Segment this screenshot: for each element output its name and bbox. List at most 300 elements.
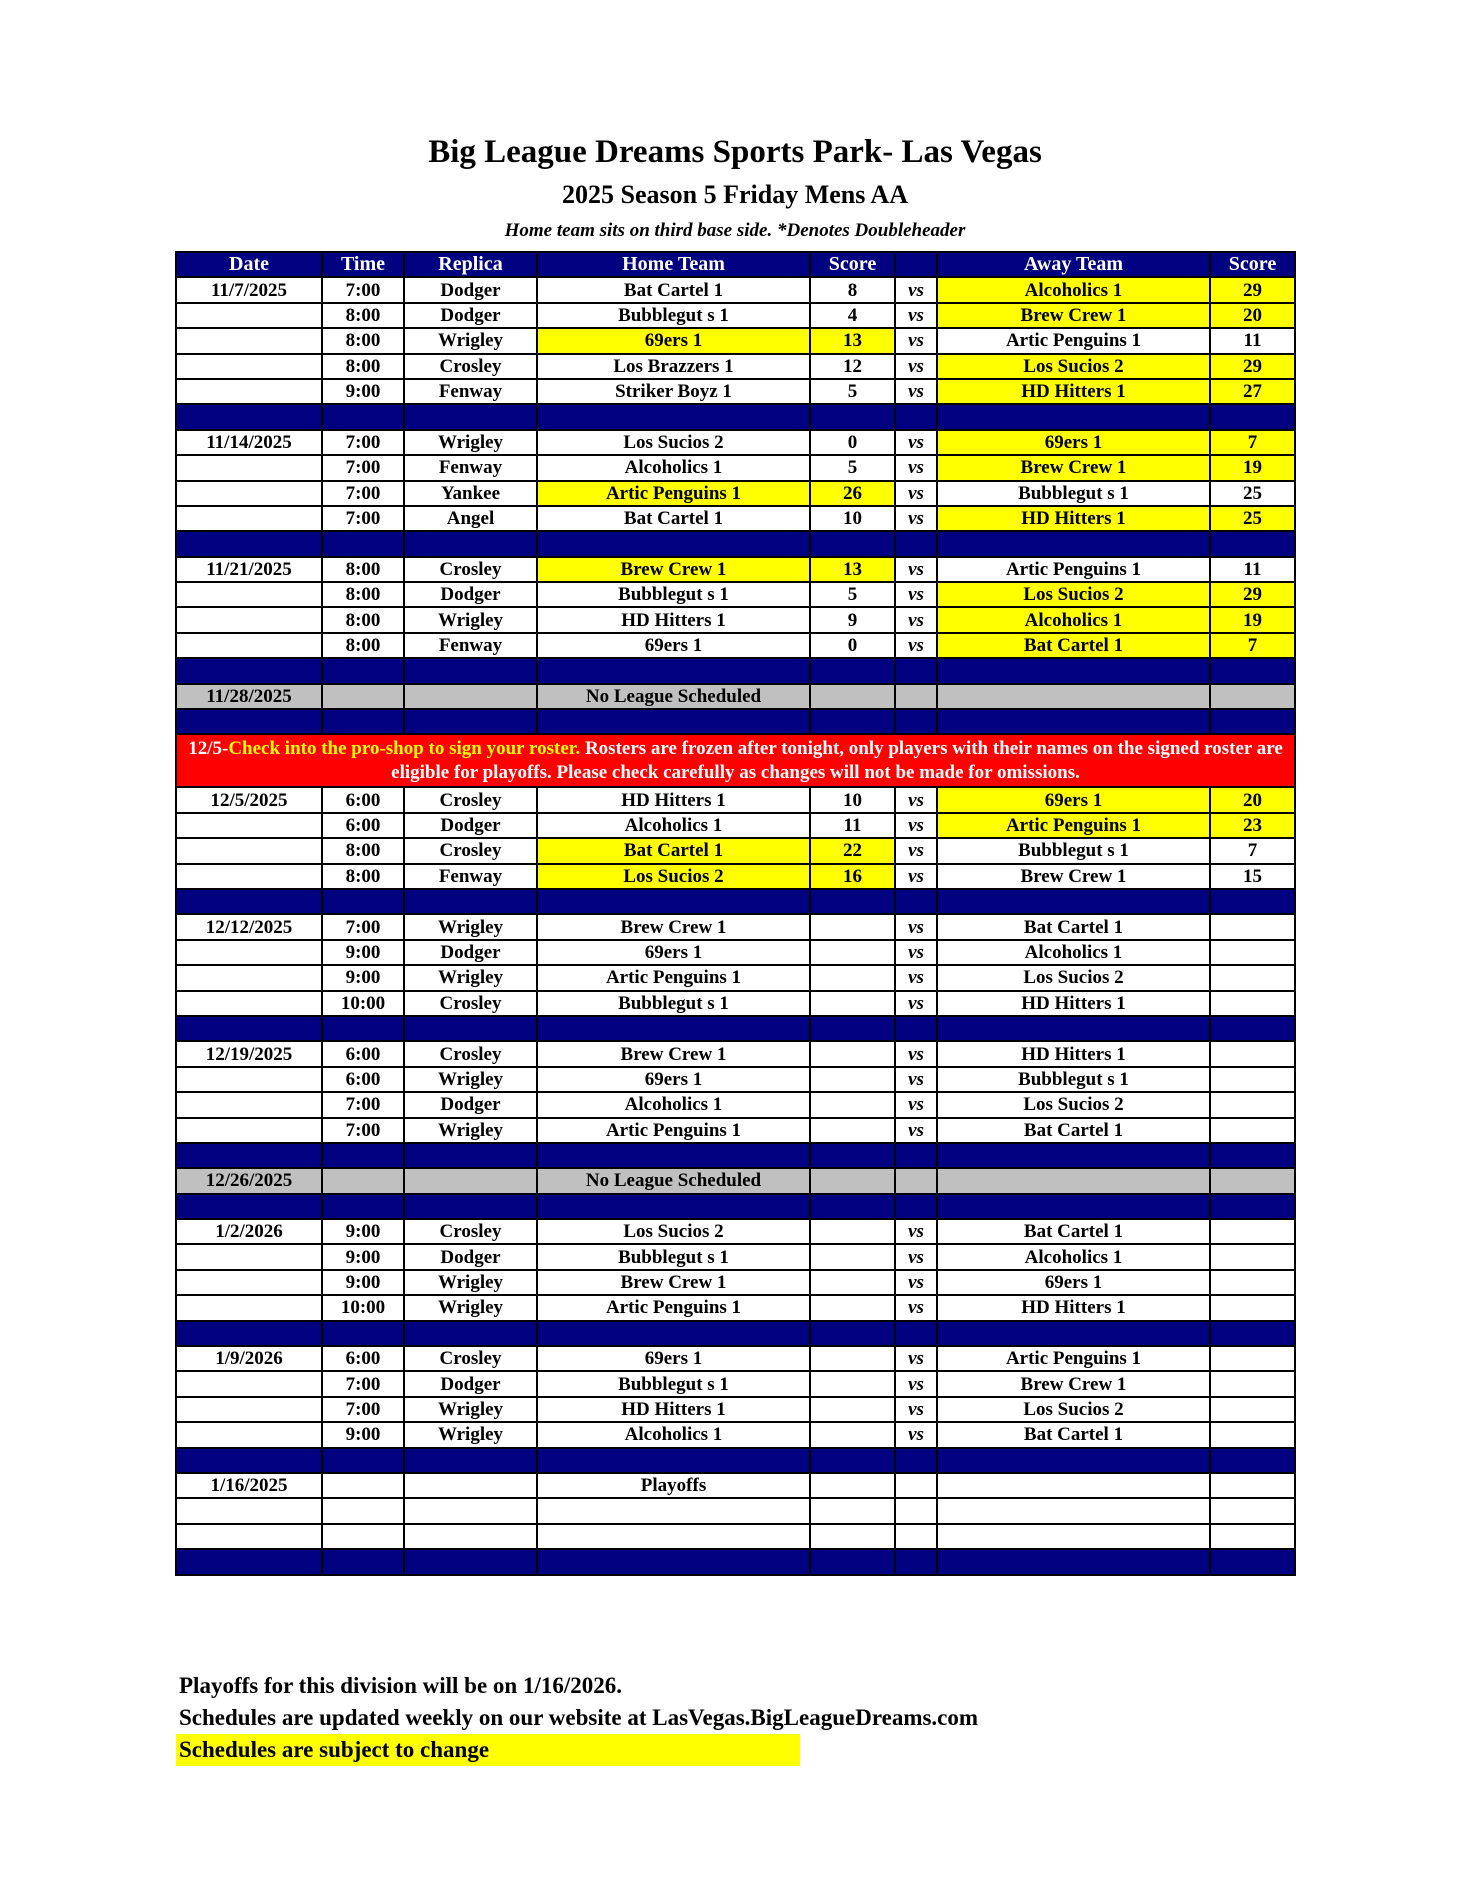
- game-row: [176, 481, 1295, 506]
- vs-cell: vs: [895, 1219, 937, 1244]
- away-team-cell: Bat Cartel 1: [937, 633, 1210, 658]
- vs-cell: vs: [895, 1397, 937, 1422]
- away-team-cell: 69ers 1: [937, 430, 1210, 455]
- away-team-cell: [937, 1524, 1210, 1549]
- date-cell: 1/16/2025: [176, 1473, 322, 1498]
- game-row: [176, 1473, 1295, 1498]
- game-row: [176, 991, 1295, 1016]
- replica-cell: Yankee: [404, 481, 537, 506]
- home-score-cell: [810, 684, 895, 709]
- away-score-cell: 29: [1210, 582, 1295, 607]
- time-cell: 9:00: [322, 1219, 404, 1244]
- home-score-cell: 10: [810, 506, 895, 531]
- vs-cell: vs: [895, 940, 937, 965]
- separator-cell: [322, 1448, 404, 1473]
- away-score-cell: [1210, 684, 1295, 709]
- home-score-cell: [810, 1498, 895, 1523]
- game-row: [176, 354, 1295, 379]
- separator-row: [176, 1143, 1295, 1168]
- away-score-cell: [1210, 1270, 1295, 1295]
- home-score-cell: [810, 1524, 895, 1549]
- home-score-cell: 12: [810, 354, 895, 379]
- separator-cell: [810, 1016, 895, 1041]
- footer-website: Schedules are updated weekly on our website at LasVegas.BigLeagueDreams.com: [179, 1705, 979, 1730]
- date-cell: [176, 1118, 322, 1143]
- replica-cell: Dodger: [404, 940, 537, 965]
- vs-cell: vs: [895, 813, 937, 838]
- replica-cell: Dodger: [404, 1244, 537, 1269]
- separator-row: [176, 1194, 1295, 1219]
- home-score-cell: 10: [810, 787, 895, 812]
- vs-cell: vs: [895, 607, 937, 632]
- vs-cell: vs: [895, 1041, 937, 1066]
- replica-cell: [404, 1168, 537, 1193]
- roster-notice: [176, 734, 1295, 787]
- separator-cell: [895, 889, 937, 914]
- separator-cell: [810, 1549, 895, 1574]
- date-cell: [176, 991, 322, 1016]
- away-score-cell: [1210, 1118, 1295, 1143]
- replica-cell: Wrigley: [404, 1295, 537, 1320]
- separator-cell: [810, 889, 895, 914]
- away-score-cell: 20: [1210, 303, 1295, 328]
- separator-cell: [322, 1549, 404, 1574]
- home-team-cell: Los Sucios 2: [537, 1219, 810, 1244]
- col-header-away-team: Away Team: [937, 252, 1210, 277]
- time-cell: [322, 1168, 404, 1193]
- away-team-cell: Alcoholics 1: [937, 940, 1210, 965]
- time-cell: 9:00: [322, 940, 404, 965]
- home-score-cell: [810, 1371, 895, 1396]
- home-team-cell: HD Hitters 1: [537, 787, 810, 812]
- home-score-cell: [810, 940, 895, 965]
- time-cell: 9:00: [322, 379, 404, 404]
- home-team-cell: Bat Cartel 1: [537, 838, 810, 863]
- away-score-cell: 25: [1210, 481, 1295, 506]
- vs-cell: vs: [895, 354, 937, 379]
- game-row: [176, 813, 1295, 838]
- home-team-cell: Alcoholics 1: [537, 1422, 810, 1447]
- home-score-cell: [810, 914, 895, 939]
- home-team-cell: Bubblegut s 1: [537, 1244, 810, 1269]
- separator-cell: [1210, 1549, 1295, 1574]
- separator-row: [176, 531, 1295, 556]
- time-cell: 7:00: [322, 455, 404, 480]
- separator-cell: [322, 658, 404, 683]
- vs-cell: vs: [895, 582, 937, 607]
- separator-cell: [810, 1143, 895, 1168]
- time-cell: [322, 1473, 404, 1498]
- home-score-cell: [810, 965, 895, 990]
- time-cell: 7:00: [322, 1397, 404, 1422]
- home-team-cell: Alcoholics 1: [537, 813, 810, 838]
- away-score-cell: 27: [1210, 379, 1295, 404]
- separator-cell: [895, 1549, 937, 1574]
- vs-cell: vs: [895, 1371, 937, 1396]
- game-row: [176, 1397, 1295, 1422]
- date-cell: [176, 481, 322, 506]
- separator-cell: [322, 1321, 404, 1346]
- date-cell: 1/9/2026: [176, 1346, 322, 1371]
- separator-cell: [895, 404, 937, 429]
- time-cell: 8:00: [322, 582, 404, 607]
- separator-cell: [322, 1143, 404, 1168]
- separator-cell: [1210, 531, 1295, 556]
- away-team-cell: Brew Crew 1: [937, 455, 1210, 480]
- separator-cell: [1210, 658, 1295, 683]
- separator-cell: [322, 404, 404, 429]
- away-team-cell: [937, 1473, 1210, 1498]
- time-cell: [322, 1498, 404, 1523]
- separator-cell: [404, 531, 537, 556]
- game-row: [176, 1067, 1295, 1092]
- away-score-cell: [1210, 1168, 1295, 1193]
- home-team-cell: 69ers 1: [537, 940, 810, 965]
- home-score-cell: 26: [810, 481, 895, 506]
- home-team-cell: Playoffs: [537, 1473, 810, 1498]
- separator-cell: [322, 1016, 404, 1041]
- vs-cell: vs: [895, 379, 937, 404]
- separator-cell: [322, 709, 404, 734]
- away-team-cell: HD Hitters 1: [937, 379, 1210, 404]
- home-team-cell: Bubblegut s 1: [537, 1371, 810, 1396]
- col-header-home-score: Score: [810, 252, 895, 277]
- separator-cell: [176, 1143, 322, 1168]
- game-row: [176, 1422, 1295, 1447]
- replica-cell: [404, 1473, 537, 1498]
- date-cell: [176, 1397, 322, 1422]
- separator-cell: [895, 1016, 937, 1041]
- separator-cell: [937, 1016, 1210, 1041]
- away-team-cell: HD Hitters 1: [937, 506, 1210, 531]
- no-league-row: [176, 1168, 1295, 1193]
- game-row: [176, 1295, 1295, 1320]
- separator-cell: [937, 404, 1210, 429]
- vs-cell: [895, 1524, 937, 1549]
- no-league-row: [176, 684, 1295, 709]
- time-cell: 8:00: [322, 557, 404, 582]
- separator-cell: [322, 889, 404, 914]
- away-team-cell: Los Sucios 2: [937, 582, 1210, 607]
- separator-row: [176, 1448, 1295, 1473]
- home-team-cell: Artic Penguins 1: [537, 965, 810, 990]
- separator-cell: [404, 1448, 537, 1473]
- away-score-cell: [1210, 1473, 1295, 1498]
- away-team-cell: Alcoholics 1: [937, 607, 1210, 632]
- away-team-cell: Bat Cartel 1: [937, 914, 1210, 939]
- home-team-cell: Bubblegut s 1: [537, 303, 810, 328]
- away-team-cell: Bubblegut s 1: [937, 1067, 1210, 1092]
- page-subtitle: 2025 Season 5 Friday Mens AA: [562, 180, 908, 209]
- game-row: [176, 1498, 1295, 1523]
- replica-cell: Wrigley: [404, 430, 537, 455]
- separator-cell: [537, 658, 810, 683]
- vs-cell: [895, 1473, 937, 1498]
- separator-cell: [537, 1448, 810, 1473]
- home-team-cell: 69ers 1: [537, 1346, 810, 1371]
- separator-cell: [1210, 404, 1295, 429]
- separator-cell: [404, 1016, 537, 1041]
- home-score-cell: [810, 991, 895, 1016]
- separator-cell: [810, 1194, 895, 1219]
- separator-cell: [404, 889, 537, 914]
- time-cell: 8:00: [322, 354, 404, 379]
- separator-cell: [937, 1448, 1210, 1473]
- away-score-cell: 11: [1210, 557, 1295, 582]
- replica-cell: Dodger: [404, 1371, 537, 1396]
- separator-cell: [404, 1549, 537, 1574]
- game-row: [176, 914, 1295, 939]
- home-team-cell: Bubblegut s 1: [537, 582, 810, 607]
- date-cell: [176, 1371, 322, 1396]
- home-team-cell: HD Hitters 1: [537, 1397, 810, 1422]
- home-score-cell: [810, 1346, 895, 1371]
- home-team-cell: Bat Cartel 1: [537, 277, 810, 302]
- home-team-cell: 69ers 1: [537, 633, 810, 658]
- replica-cell: Crosley: [404, 1219, 537, 1244]
- date-cell: [176, 838, 322, 863]
- game-row: [176, 864, 1295, 889]
- date-cell: [176, 1295, 322, 1320]
- time-cell: 7:00: [322, 914, 404, 939]
- home-score-cell: [810, 1067, 895, 1092]
- page-title: Big League Dreams Sports Park- Las Vegas: [428, 134, 1042, 170]
- away-score-cell: [1210, 965, 1295, 990]
- home-score-cell: [810, 1473, 895, 1498]
- separator-cell: [895, 658, 937, 683]
- home-team-cell: [537, 1524, 810, 1549]
- separator-cell: [537, 1016, 810, 1041]
- game-row: [176, 303, 1295, 328]
- vs-cell: vs: [895, 1270, 937, 1295]
- vs-cell: vs: [895, 965, 937, 990]
- separator-cell: [895, 1448, 937, 1473]
- game-row: [176, 1346, 1295, 1371]
- date-cell: [176, 813, 322, 838]
- separator-row: [176, 658, 1295, 683]
- away-score-cell: 29: [1210, 354, 1295, 379]
- away-score-cell: 11: [1210, 328, 1295, 353]
- home-score-cell: 4: [810, 303, 895, 328]
- separator-cell: [176, 889, 322, 914]
- game-row: [176, 1270, 1295, 1295]
- away-score-cell: [1210, 1422, 1295, 1447]
- away-team-cell: 69ers 1: [937, 1270, 1210, 1295]
- replica-cell: Crosley: [404, 838, 537, 863]
- away-team-cell: Alcoholics 1: [937, 277, 1210, 302]
- away-score-cell: [1210, 1397, 1295, 1422]
- replica-cell: Wrigley: [404, 1422, 537, 1447]
- home-team-cell: Alcoholics 1: [537, 1092, 810, 1117]
- away-team-cell: HD Hitters 1: [937, 991, 1210, 1016]
- notice-lead: 12/5-: [188, 737, 229, 759]
- home-score-cell: 0: [810, 430, 895, 455]
- game-row: [176, 1219, 1295, 1244]
- separator-row: [176, 1321, 1295, 1346]
- vs-cell: vs: [895, 1244, 937, 1269]
- time-cell: 9:00: [322, 965, 404, 990]
- replica-cell: Angel: [404, 506, 537, 531]
- home-score-cell: 11: [810, 813, 895, 838]
- home-score-cell: [810, 1244, 895, 1269]
- separator-cell: [176, 404, 322, 429]
- vs-cell: vs: [895, 506, 937, 531]
- separator-cell: [537, 1194, 810, 1219]
- separator-cell: [895, 1143, 937, 1168]
- time-cell: [322, 1524, 404, 1549]
- home-score-cell: 22: [810, 838, 895, 863]
- home-team-cell: Brew Crew 1: [537, 1270, 810, 1295]
- game-row: [176, 787, 1295, 812]
- game-row: [176, 940, 1295, 965]
- separator-cell: [895, 531, 937, 556]
- away-team-cell: Brew Crew 1: [937, 1371, 1210, 1396]
- away-team-cell: Artic Penguins 1: [937, 328, 1210, 353]
- home-team-cell: 69ers 1: [537, 1067, 810, 1092]
- separator-row: [176, 1549, 1295, 1574]
- no-league-label: No League Scheduled: [537, 1168, 810, 1193]
- game-row: [176, 1041, 1295, 1066]
- game-row: [176, 430, 1295, 455]
- vs-cell: vs: [895, 303, 937, 328]
- separator-cell: [1210, 709, 1295, 734]
- col-header-vs: [895, 252, 937, 277]
- separator-row: [176, 709, 1295, 734]
- date-cell: [176, 582, 322, 607]
- replica-cell: Dodger: [404, 813, 537, 838]
- replica-cell: Wrigley: [404, 965, 537, 990]
- separator-cell: [937, 709, 1210, 734]
- roster-notice-row: [176, 734, 1295, 787]
- date-cell: [176, 1498, 322, 1523]
- replica-cell: Crosley: [404, 991, 537, 1016]
- home-team-cell: Artic Penguins 1: [537, 481, 810, 506]
- away-team-cell: Bat Cartel 1: [937, 1118, 1210, 1143]
- away-team-cell: Los Sucios 2: [937, 1092, 1210, 1117]
- home-score-cell: 8: [810, 277, 895, 302]
- away-team-cell: Brew Crew 1: [937, 303, 1210, 328]
- replica-cell: Crosley: [404, 354, 537, 379]
- vs-cell: vs: [895, 633, 937, 658]
- date-cell: 1/2/2026: [176, 1219, 322, 1244]
- time-cell: 8:00: [322, 607, 404, 632]
- col-header-replica: Replica: [404, 252, 537, 277]
- vs-cell: vs: [895, 455, 937, 480]
- replica-cell: Fenway: [404, 633, 537, 658]
- time-cell: 8:00: [322, 864, 404, 889]
- away-team-cell: [937, 1498, 1210, 1523]
- separator-cell: [176, 1549, 322, 1574]
- col-header-home-team: Home Team: [537, 252, 810, 277]
- home-score-cell: [810, 1270, 895, 1295]
- away-score-cell: 15: [1210, 864, 1295, 889]
- date-cell: 12/19/2025: [176, 1041, 322, 1066]
- time-cell: 6:00: [322, 1041, 404, 1066]
- separator-cell: [176, 658, 322, 683]
- time-cell: 6:00: [322, 787, 404, 812]
- game-row: [176, 838, 1295, 863]
- away-team-cell: Bubblegut s 1: [937, 481, 1210, 506]
- separator-cell: [810, 1321, 895, 1346]
- date-cell: 11/28/2025: [176, 684, 322, 709]
- replica-cell: Dodger: [404, 303, 537, 328]
- time-cell: 6:00: [322, 1067, 404, 1092]
- schedule-note: Home team sits on third base side. *Denotes Doubleheader: [504, 220, 966, 241]
- date-cell: [176, 1422, 322, 1447]
- game-row: [176, 582, 1295, 607]
- separator-cell: [937, 658, 1210, 683]
- home-score-cell: [810, 1295, 895, 1320]
- away-score-cell: [1210, 1041, 1295, 1066]
- separator-cell: [404, 709, 537, 734]
- game-row: [176, 1244, 1295, 1269]
- date-cell: [176, 1524, 322, 1549]
- vs-cell: vs: [895, 481, 937, 506]
- separator-cell: [537, 1549, 810, 1574]
- date-cell: [176, 940, 322, 965]
- separator-cell: [895, 1194, 937, 1219]
- home-team-cell: Los Sucios 2: [537, 864, 810, 889]
- home-team-cell: Brew Crew 1: [537, 914, 810, 939]
- time-cell: 10:00: [322, 991, 404, 1016]
- away-team-cell: Artic Penguins 1: [937, 1346, 1210, 1371]
- home-team-cell: 69ers 1: [537, 328, 810, 353]
- footer-subject-to-change: Schedules are subject to change: [176, 1734, 800, 1766]
- away-score-cell: [1210, 991, 1295, 1016]
- home-score-cell: 16: [810, 864, 895, 889]
- notice-highlight: Check into the pro-shop to sign your roster.: [228, 737, 581, 759]
- away-score-cell: 19: [1210, 455, 1295, 480]
- vs-cell: vs: [895, 1092, 937, 1117]
- away-team-cell: Los Sucios 2: [937, 965, 1210, 990]
- game-row: [176, 557, 1295, 582]
- date-cell: [176, 1092, 322, 1117]
- footer-playoffs: Playoffs for this division will be on 1/16/2026.: [179, 1673, 623, 1698]
- home-team-cell: Alcoholics 1: [537, 455, 810, 480]
- separator-cell: [810, 531, 895, 556]
- game-row: [176, 965, 1295, 990]
- time-cell: [322, 684, 404, 709]
- home-score-cell: 13: [810, 328, 895, 353]
- replica-cell: Fenway: [404, 379, 537, 404]
- vs-cell: [895, 1168, 937, 1193]
- time-cell: 10:00: [322, 1295, 404, 1320]
- home-score-cell: 5: [810, 379, 895, 404]
- schedule-table: [175, 251, 1296, 1576]
- separator-cell: [810, 658, 895, 683]
- away-team-cell: [937, 1168, 1210, 1193]
- away-score-cell: [1210, 940, 1295, 965]
- separator-cell: [937, 1143, 1210, 1168]
- date-cell: 12/26/2025: [176, 1168, 322, 1193]
- away-score-cell: 25: [1210, 506, 1295, 531]
- away-score-cell: [1210, 1371, 1295, 1396]
- separator-cell: [537, 1321, 810, 1346]
- separator-cell: [1210, 1016, 1295, 1041]
- home-team-cell: Artic Penguins 1: [537, 1118, 810, 1143]
- home-team-cell: Brew Crew 1: [537, 1041, 810, 1066]
- home-score-cell: 13: [810, 557, 895, 582]
- separator-cell: [404, 1143, 537, 1168]
- replica-cell: Fenway: [404, 455, 537, 480]
- separator-cell: [537, 709, 810, 734]
- separator-cell: [937, 889, 1210, 914]
- away-score-cell: [1210, 1092, 1295, 1117]
- date-cell: 12/12/2025: [176, 914, 322, 939]
- separator-cell: [1210, 889, 1295, 914]
- replica-cell: Wrigley: [404, 914, 537, 939]
- separator-cell: [937, 531, 1210, 556]
